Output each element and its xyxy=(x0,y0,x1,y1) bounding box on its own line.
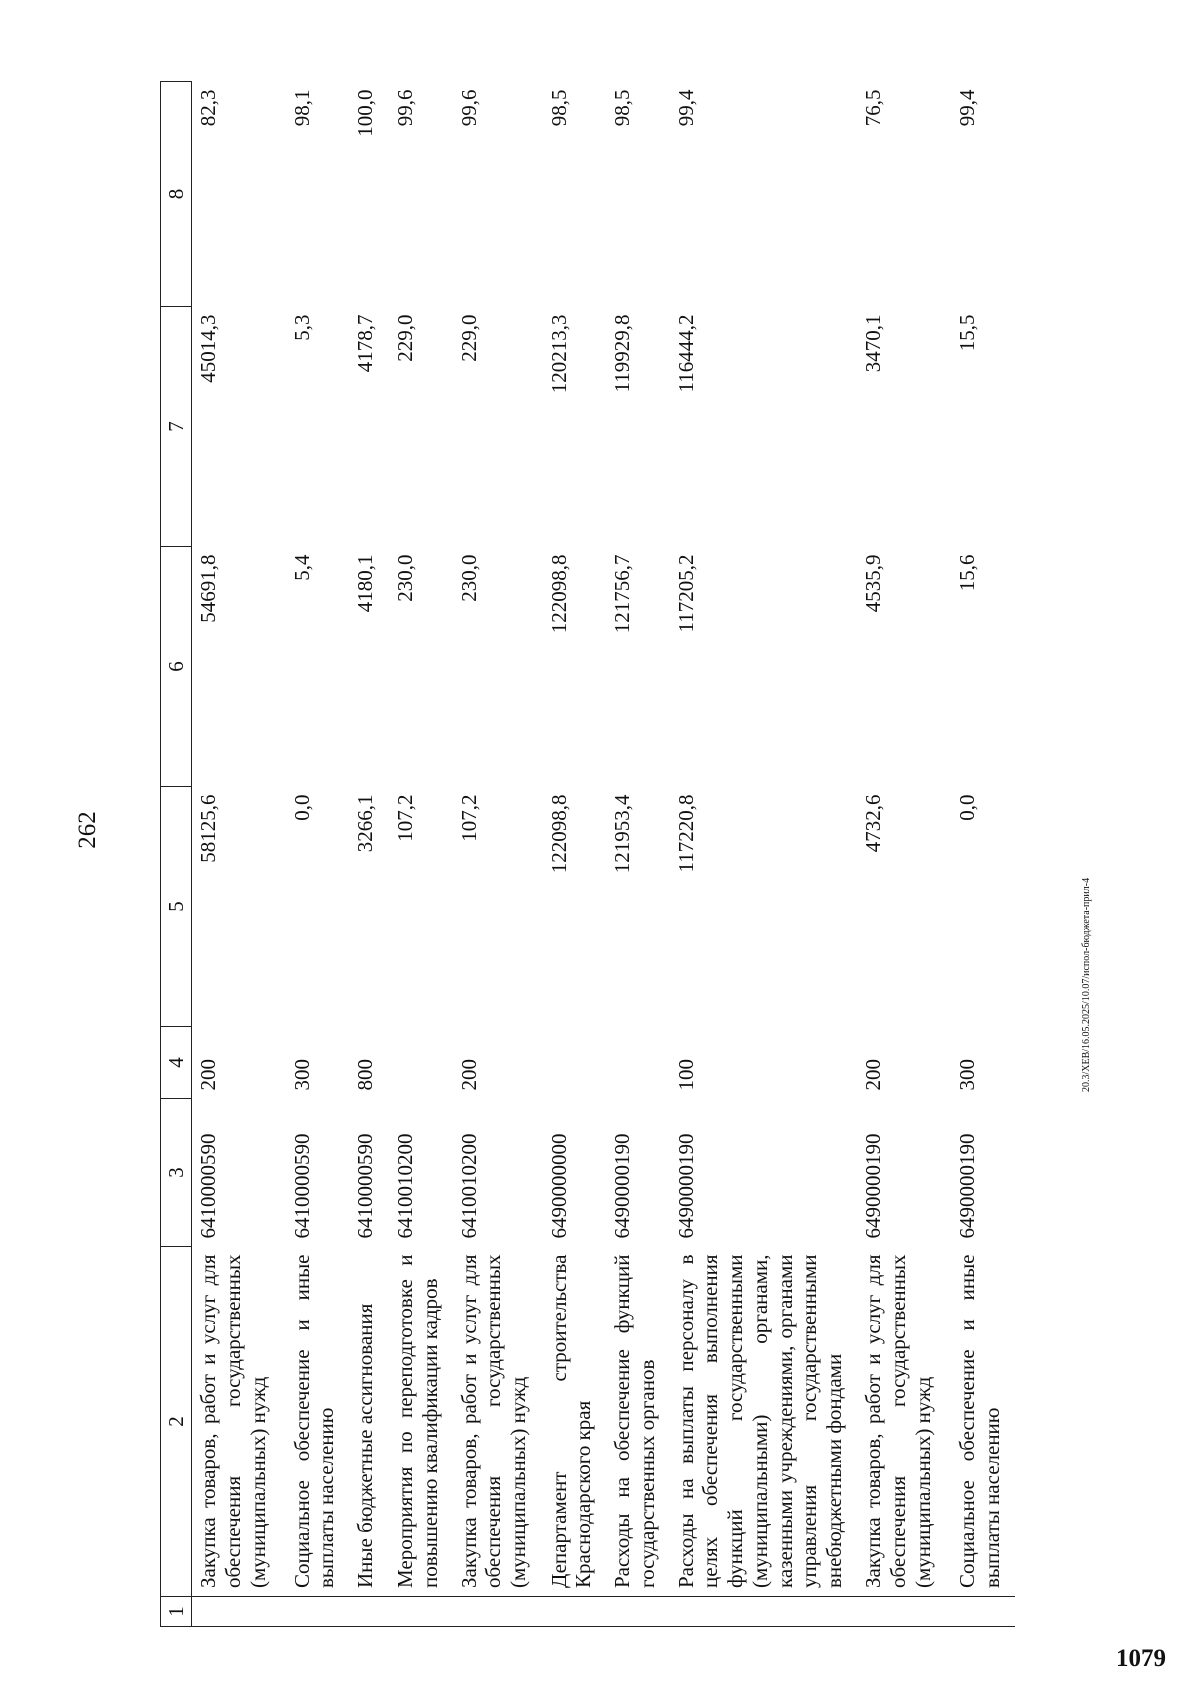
column-header-8: 8 xyxy=(161,82,192,307)
expense-type-cell: 300 xyxy=(954,1059,979,1091)
executed-amount-cell: 45014,3 xyxy=(196,314,220,383)
row-number-cell xyxy=(286,1597,350,1627)
executed-amount-cell: 5,3 xyxy=(289,314,314,341)
target-code-cell: 6410000590 xyxy=(289,1133,314,1239)
budget-table xyxy=(160,81,1015,1627)
expense-type-cell: 200 xyxy=(860,1059,885,1091)
row-number-cell xyxy=(543,1597,607,1627)
row-number-cell xyxy=(606,1597,670,1627)
expense-type-cell: 300 xyxy=(289,1059,314,1091)
expense-name-cell: Мероприятия по переподготовке и повышению квалификации кадров xyxy=(393,1254,442,1588)
column-header-6: 6 xyxy=(161,547,192,787)
column-header-3: 3 xyxy=(161,1099,192,1247)
expense-type-cell: 200 xyxy=(456,1059,481,1091)
expense-type-cell xyxy=(543,1027,607,1099)
executed-amount-cell: 119929,8 xyxy=(610,314,635,393)
row-number-cell xyxy=(389,1597,453,1627)
row-number-cell xyxy=(670,1597,857,1627)
expense-name-cell: Расходы на выплаты персоналу в целях обеспечения выполнения функций государственными (муниципальными) органами, казенными учреждениями, органами управления государственными внебюджетными фондами xyxy=(673,1254,847,1588)
approved-amount-cell: 107,2 xyxy=(393,794,418,842)
target-code-cell: 6490000190 xyxy=(610,1133,635,1239)
target-code-cell: 6490000190 xyxy=(673,1133,698,1239)
executed-amount-cell: 15,5 xyxy=(954,314,979,352)
revised-amount-cell: 15,6 xyxy=(954,554,979,592)
target-code-cell: 6410010200 xyxy=(393,1133,418,1239)
table-header-row xyxy=(161,82,192,1627)
column-header-5: 5 xyxy=(161,787,192,1027)
document-stamp: 20.3/ХЕВ/16.05.2025/10.07/испол-бюджета-прил-4 xyxy=(1081,877,1092,1092)
expense-type-cell xyxy=(389,1027,453,1099)
revised-amount-cell: 121756,7 xyxy=(610,554,635,634)
rotated-table-area xyxy=(160,67,1200,1627)
expense-name-cell: Закупка товаров, работ и услуг для обеспечения государственных (муниципальных) нужд xyxy=(860,1254,935,1588)
expense-name-cell: Иные бюджетные ассигнования xyxy=(353,1303,378,1588)
execution-percent-cell: 98,1 xyxy=(289,89,314,127)
executed-amount-cell: 120213,3 xyxy=(546,314,571,394)
target-code-cell: 6410000590 xyxy=(196,1133,220,1239)
approved-amount-cell: 3266,1 xyxy=(353,794,378,853)
executed-amount-cell: 116444,2 xyxy=(673,314,698,393)
table-row xyxy=(951,82,1015,1627)
approved-amount-cell: 58125,6 xyxy=(196,794,220,863)
column-header-1: 1 xyxy=(161,1597,192,1627)
expense-type-cell: 200 xyxy=(196,1059,220,1091)
row-number-cell xyxy=(857,1597,951,1627)
execution-percent-cell: 99,4 xyxy=(954,89,979,127)
table-row xyxy=(453,82,543,1627)
expense-type-cell: 800 xyxy=(353,1059,378,1091)
row-number-cell xyxy=(192,1597,286,1627)
executed-amount-cell: 4178,7 xyxy=(353,314,378,373)
column-header-4: 4 xyxy=(161,1027,192,1099)
executed-amount-cell: 229,0 xyxy=(456,314,481,362)
revised-amount-cell: 122098,8 xyxy=(546,554,571,634)
approved-amount-cell: 0,0 xyxy=(954,794,979,821)
approved-amount-cell: 4732,6 xyxy=(860,794,885,853)
table-row xyxy=(286,82,350,1627)
page-number: 262 xyxy=(74,811,101,849)
table-row xyxy=(349,82,389,1627)
column-header-2: 2 xyxy=(161,1247,192,1597)
execution-percent-cell: 76,5 xyxy=(860,89,885,127)
expense-name-cell: Расходы на обеспечение функций государственных органов xyxy=(610,1254,659,1588)
expense-name-cell: Социальное обеспечение и иные выплаты населению xyxy=(289,1254,339,1588)
execution-percent-cell: 100,0 xyxy=(353,89,378,137)
approved-amount-cell: 122098,8 xyxy=(546,794,571,874)
revised-amount-cell: 230,0 xyxy=(456,554,481,602)
approved-amount-cell: 121953,4 xyxy=(610,794,635,874)
expense-name-cell: Закупка товаров, работ и услуг для обеспечения государственных (муниципальных) нужд xyxy=(456,1254,531,1588)
execution-percent-cell: 98,5 xyxy=(546,89,571,127)
revised-amount-cell: 54691,8 xyxy=(196,554,220,623)
execution-percent-cell: 82,3 xyxy=(196,89,220,127)
approved-amount-cell: 0,0 xyxy=(289,794,314,821)
table-row xyxy=(389,82,453,1627)
execution-percent-cell: 99,6 xyxy=(393,89,418,127)
executed-amount-cell: 3470,1 xyxy=(860,314,885,373)
table-row xyxy=(606,82,670,1627)
document-page-number: 1079 xyxy=(1116,1645,1166,1672)
target-code-cell: 6490000000 xyxy=(546,1133,571,1239)
revised-amount-cell: 4180,1 xyxy=(353,554,378,613)
table-row xyxy=(857,82,951,1627)
expense-type-cell xyxy=(606,1027,670,1099)
target-code-cell: 6490000190 xyxy=(954,1133,979,1239)
row-number-cell xyxy=(453,1597,543,1627)
row-number-cell xyxy=(349,1597,389,1627)
revised-amount-cell: 4535,9 xyxy=(860,554,885,613)
expense-name-cell: Социальное обеспечение и иные выплаты населению xyxy=(954,1254,1004,1588)
revised-amount-cell: 5,4 xyxy=(289,554,314,581)
expense-type-cell: 100 xyxy=(673,1059,698,1091)
table-row xyxy=(543,82,607,1627)
target-code-cell: 6410000590 xyxy=(353,1133,378,1239)
executed-amount-cell: 229,0 xyxy=(393,314,418,362)
target-code-cell: 6490000190 xyxy=(860,1133,885,1239)
execution-percent-cell: 98,5 xyxy=(610,89,635,127)
expense-name-cell: Закупка товаров, работ и услуг для обеспечения государственных (муниципальных) нужд xyxy=(196,1254,270,1588)
table-row xyxy=(670,82,857,1627)
target-code-cell: 6410010200 xyxy=(456,1133,481,1239)
execution-percent-cell: 99,4 xyxy=(673,89,698,127)
expense-name-cell: Департамент строительства Краснодарского края xyxy=(546,1254,596,1588)
row-number-cell xyxy=(951,1597,1015,1627)
approved-amount-cell: 117220,8 xyxy=(673,794,698,873)
column-header-7: 7 xyxy=(161,307,192,547)
revised-amount-cell: 117205,2 xyxy=(673,554,698,633)
execution-percent-cell: 99,6 xyxy=(456,89,481,127)
approved-amount-cell: 107,2 xyxy=(456,794,481,842)
revised-amount-cell: 230,0 xyxy=(393,554,418,602)
table-row xyxy=(192,82,286,1627)
